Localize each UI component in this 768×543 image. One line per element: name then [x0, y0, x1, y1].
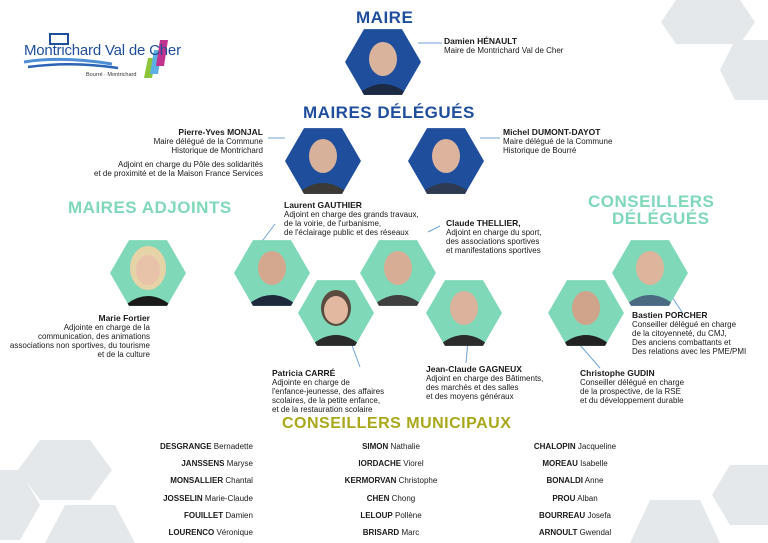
last-name: MOREAU: [542, 459, 578, 469]
first-name: Josefa: [587, 510, 612, 520]
gagneux-name: Jean-Claude GAGNEUX: [426, 364, 522, 374]
conseillers-municipaux-col3: [520, 438, 630, 541]
conseiller-municipal: [520, 490, 630, 507]
adjoint-carre-info: [272, 368, 384, 414]
first-name: Damien: [225, 510, 253, 520]
carre-name: Patricia CARRÉ: [272, 368, 336, 378]
first-name: Véronique: [216, 528, 253, 538]
dumont-dayot-name: Michel DUMONT-DAYOT: [503, 127, 601, 137]
heading-conseillers-municipaux: CONSEILLERS MUNICIPAUX: [282, 415, 512, 432]
first-name: Gwendal: [579, 528, 612, 538]
conseiller-municipal: [336, 438, 446, 455]
porcher-role: Conseiller délégué en charge de la citoyenneté, du CMJ, Des anciens combattants et Des relations avec les PME/PMI: [632, 320, 747, 356]
last-name: PROU: [552, 493, 576, 503]
last-name: FOUILLET: [184, 510, 224, 520]
dumont-dayot-role: Maire délégué de la Commune Historique de Bourré: [503, 137, 613, 155]
first-name: Pollène: [395, 510, 422, 520]
conseiller-municipal: [160, 455, 253, 472]
conseiller-municipal: [336, 472, 446, 489]
last-name: CHALOPIN: [533, 442, 576, 451]
last-name: KERMORVAN: [344, 476, 397, 486]
last-name: LOURENCO: [168, 528, 215, 538]
monjal-extra: Adjoint en charge du Pôle des solidarités et de proximité et de la Maison France Services: [94, 160, 263, 178]
thellier-name: Claude THELLIER,: [446, 218, 521, 228]
thellier-role: Adjoint en charge du sport, des associations sportives et manifestations sportives: [446, 228, 542, 255]
fortier-role: Adjointe en charge de la communication, des animations associations non sportives, du tourisme et de la culture: [9, 323, 150, 359]
conseiller-municipal: [520, 438, 630, 455]
first-name: Jacqueline: [577, 442, 617, 451]
conseiller-municipal: [520, 455, 630, 472]
conseiller-municipal: [336, 507, 446, 524]
first-name: Isabelle: [580, 459, 608, 469]
last-name: LELOUP: [360, 510, 393, 520]
conseillers-municipaux-col1: [160, 438, 253, 541]
conseiller-gudin-info: [580, 368, 684, 405]
heading-maires-delegues: MAIRES DÉLÉGUÉS: [303, 103, 475, 122]
first-name: Chantal: [225, 476, 253, 486]
conseiller-municipal: [160, 507, 253, 524]
first-name: Christophe: [398, 476, 438, 486]
heading-conseillers-delegues-line1: CONSEILLERS: [588, 192, 715, 211]
gauthier-role: Adjoint en charge des grands travaux, de la voirie, de l'urbanisme, de l'éclairage public et des réseaux: [284, 210, 419, 237]
last-name: BRISARD: [362, 528, 400, 538]
first-name: Nathalie: [390, 442, 420, 451]
conseiller-municipal: [160, 472, 253, 489]
carre-role: Adjointe en charge de l'enfance-jeunesse, des affaires scolaires, de la petite enfance, et de la restauration scolaire: [272, 378, 385, 414]
first-name: Maryse: [226, 459, 253, 469]
conseiller-municipal: [160, 438, 253, 455]
gauthier-name: Laurent GAUTHIER: [284, 200, 362, 210]
adjoint-gagneux-info: [426, 364, 543, 401]
first-name: Bernadette: [213, 442, 253, 451]
last-name: SIMON: [362, 442, 389, 451]
conseiller-municipal: [336, 524, 446, 541]
maire-name: Damien HÉNAULT: [444, 36, 518, 46]
last-name: BOURREAU: [538, 510, 586, 520]
heading-conseillers-delegues-line2: DÉLÉGUÉS: [612, 209, 710, 228]
first-name: Anne: [584, 476, 604, 486]
gudin-name: Christophe GUDIN: [580, 368, 655, 378]
maire-delegue-dumont-dayot-info: [503, 127, 612, 155]
conseiller-municipal: [520, 507, 630, 524]
last-name: IORDACHE: [358, 459, 402, 469]
conseiller-municipal: [520, 524, 630, 541]
first-name: Viorel: [403, 459, 424, 469]
heading-maire: MAIRE: [356, 8, 414, 27]
maire-info: [444, 36, 563, 55]
logo-subtitle: Bourré · Montrichard: [86, 72, 137, 78]
logo-title: Montrichard Val de Cher: [24, 42, 181, 59]
heading-maires-adjoints: MAIRES ADJOINTS: [68, 198, 232, 217]
last-name: JOSSELIN: [163, 493, 203, 503]
last-name: MONSALLIER: [170, 476, 224, 486]
adjoint-fortier-info: [10, 313, 150, 359]
conseiller-municipal: [336, 455, 446, 472]
monjal-extra-info: [94, 160, 263, 178]
adjoint-gauthier-info: [284, 200, 419, 237]
first-name: Chong: [391, 493, 416, 503]
monjal-name: Pierre-Yves MONJAL: [178, 127, 263, 137]
gagneux-role: Adjoint en charge des Bâtiments, des marchés et des salles et des moyens généraux: [426, 374, 544, 401]
conseillers-municipaux-col2: [336, 438, 446, 541]
last-name: JANSSENS: [181, 459, 225, 469]
conseiller-municipal: [160, 524, 253, 541]
fortier-name: Marie Fortier: [98, 313, 150, 323]
first-name: Marie-Claude: [204, 493, 253, 503]
first-name: Marc: [401, 528, 420, 538]
gudin-role: Conseiller délégué en charge de la prospective, de la RSE et du développement durable: [580, 378, 685, 405]
last-name: ARNOULT: [538, 528, 578, 538]
conseiller-porcher-info: [632, 310, 746, 356]
first-name: Alban: [577, 493, 598, 503]
maire-role: Maire de Montrichard Val de Cher: [444, 46, 564, 55]
last-name: DESGRANGE: [160, 442, 212, 451]
maire-delegue-monjal-info: [154, 127, 263, 155]
conseiller-municipal: [336, 490, 446, 507]
last-name: CHEN: [366, 493, 390, 503]
conseiller-municipal: [520, 472, 630, 489]
monjal-role: Maire délégué de la Commune Historique de Montrichard: [153, 137, 263, 155]
porcher-name: Bastien PORCHER: [632, 310, 708, 320]
last-name: BONALDI: [546, 476, 583, 486]
adjoint-thellier-info: [446, 218, 542, 255]
conseiller-municipal: [160, 490, 253, 507]
